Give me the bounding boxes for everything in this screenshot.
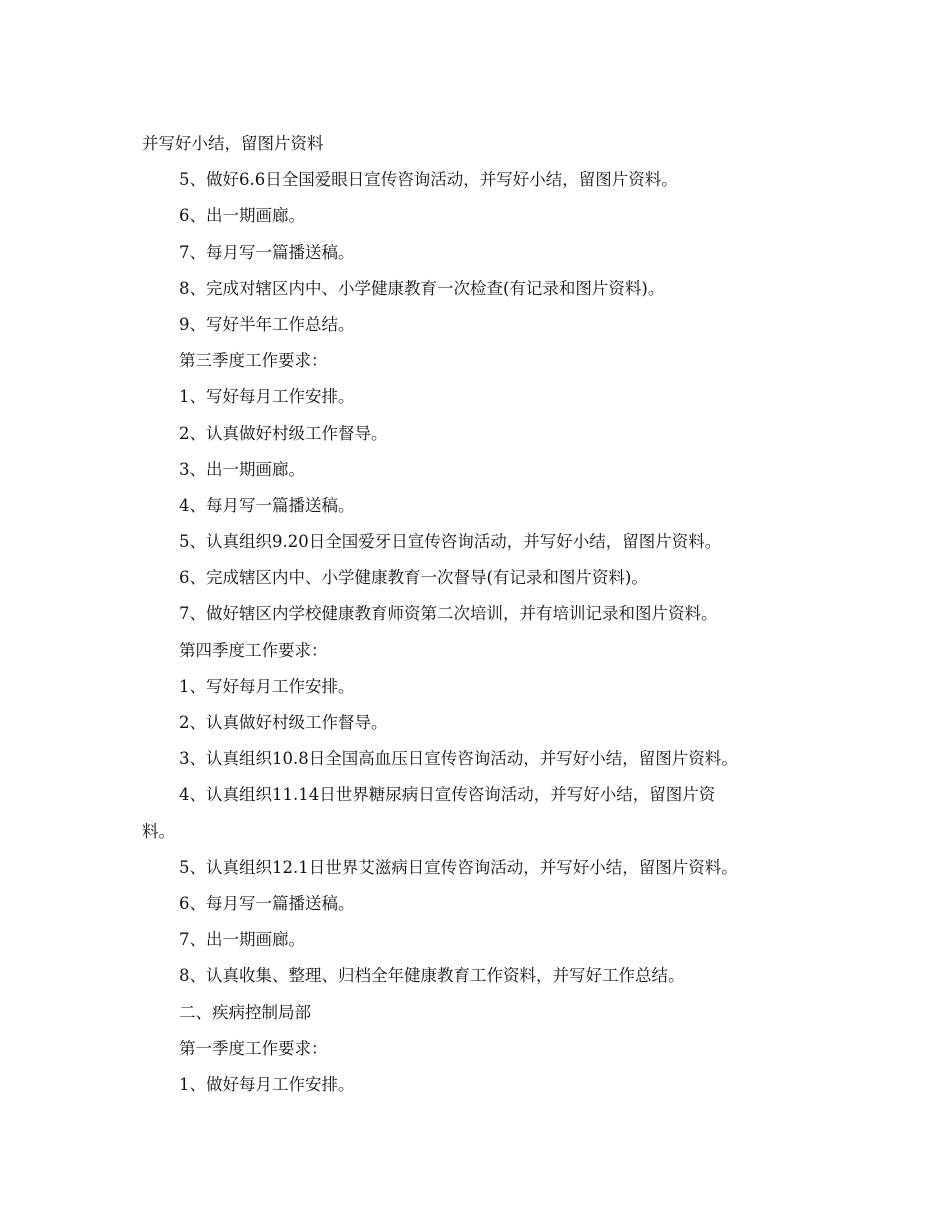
text-line-continuation: 料。: [142, 821, 175, 841]
section-heading-q4: 第四季度工作要求：: [179, 640, 328, 660]
text-line: 3、出一期画廊。: [179, 459, 305, 479]
text-line: 7、做好辖区内学校健康教育师资第二次培训，并有培训记录和图片资料。: [179, 604, 718, 624]
text-line: 3、认真组织10.8日全国高血压日宣传咨询活动，并写好小结，留图片资料。: [179, 749, 738, 769]
text-line: 6、出一期画廊。: [179, 206, 305, 226]
text-line: 5、做好6.6日全国爱眼日宣传咨询活动，并写好小结，留图片资料。: [179, 170, 678, 190]
text-line: 1、做好每月工作安排。: [179, 1074, 355, 1094]
text-line: 1、写好每月工作安排。: [179, 676, 355, 696]
text-line: 6、每月写一篇播送稿。: [179, 893, 355, 913]
text-line: 2、认真做好村级工作督导。: [179, 423, 388, 443]
section-heading-disease-control: 二、疾病控制局部: [179, 1002, 311, 1022]
text-line: 1、写好每月工作安排。: [179, 387, 355, 407]
text-line: 5、认真组织9.20日全国爱牙日宣传咨询活动，并写好小结，留图片资料。: [179, 532, 722, 552]
document-body: [142, 126, 822, 1103]
text-line: 4、认真组织11.14日世界糖尿病日宣传咨询活动，并写好小结，留图片资: [179, 785, 716, 805]
text-line: 7、出一期画廊。: [179, 930, 305, 950]
text-line: 2、认真做好村级工作督导。: [179, 713, 388, 732]
text-line: 9、写好半年工作总结。: [179, 314, 355, 334]
text-line: 4、每月写一篇播送稿。: [179, 495, 355, 515]
text-line: 8、完成对辖区内中、小学健康教育一次检查(有记录和图片资料)。: [179, 278, 665, 298]
text-line: 6、完成辖区内中、小学健康教育一次督导(有记录和图片资料)。: [179, 568, 648, 588]
text-line: 8、认真收集、整理、归档全年健康教育工作资料，并写好工作总结。: [179, 966, 685, 986]
section-heading-q3: 第三季度工作要求：: [179, 351, 328, 371]
text-line-continuation: 并写好小结，留图片资料: [142, 134, 324, 153]
section-heading-q1: 第一季度工作要求：: [179, 1038, 328, 1058]
text-line: 5、认真组织12.1日世界艾滋病日宣传咨询活动，并写好小结，留图片资料。: [179, 857, 738, 877]
text-line: 7、每月写一篇播送稿。: [179, 242, 355, 262]
